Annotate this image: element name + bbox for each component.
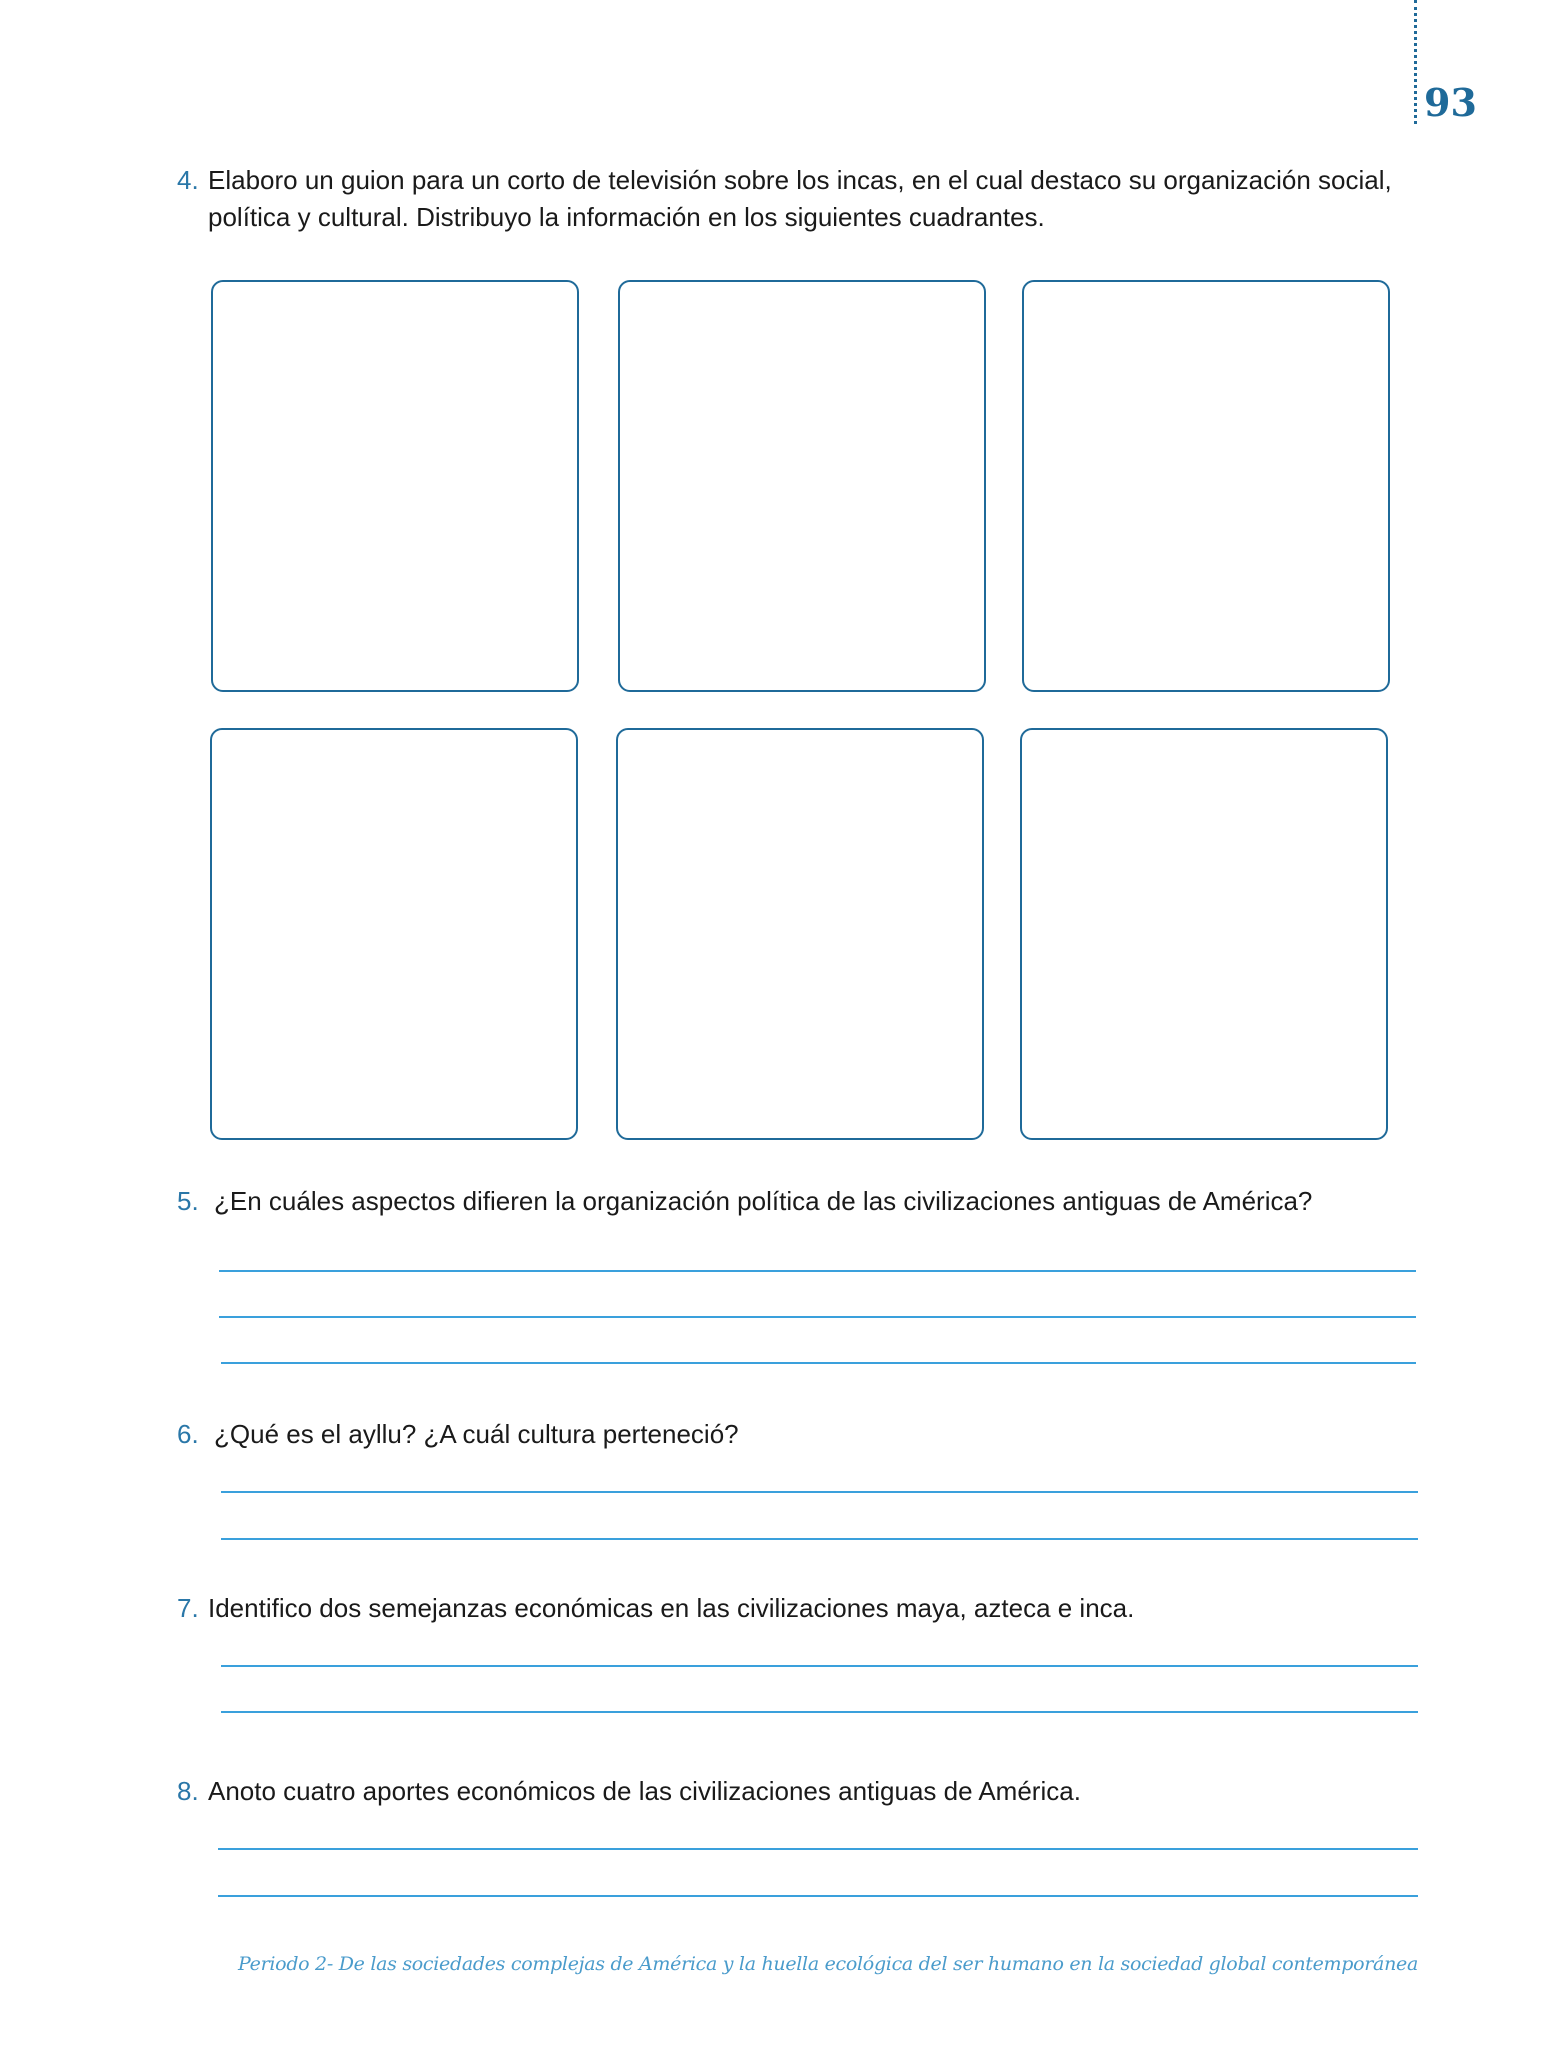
answer-quadrant-4[interactable] — [210, 728, 578, 1140]
question-number: 4. — [177, 165, 199, 195]
answer-quadrant-5[interactable] — [616, 728, 984, 1140]
question-number: 5. — [177, 1186, 199, 1216]
answer-quadrant-6[interactable] — [1020, 728, 1388, 1140]
answer-line[interactable] — [221, 1362, 1416, 1364]
question-number: 6. — [177, 1419, 199, 1449]
answer-quadrant-2[interactable] — [618, 280, 986, 692]
answer-line[interactable] — [221, 1491, 1418, 1493]
question-7 — [177, 1590, 1417, 1627]
page-footer: Periodo 2- De las sociedades complejas de América y la huella ecológica del ser humano en la sociedad global contemporánea — [238, 1953, 1418, 1975]
question-4 — [177, 162, 1417, 236]
answer-line[interactable] — [221, 1711, 1418, 1713]
question-text: Elaboro un guion para un corto de televisión sobre los incas, en el cual destaco su organización social, política y cultural. Distribuyo la información en los siguientes cuadrantes. — [208, 165, 1392, 232]
question-text: Anoto cuatro aportes económicos de las civilizaciones antiguas de América. — [208, 1776, 1081, 1806]
answer-line[interactable] — [221, 1665, 1418, 1667]
answer-line[interactable] — [219, 1270, 1416, 1272]
answer-quadrant-3[interactable] — [1022, 280, 1390, 692]
question-5 — [177, 1183, 1437, 1220]
answer-quadrant-1[interactable] — [211, 280, 579, 692]
answer-line[interactable] — [218, 1895, 1418, 1897]
question-6 — [177, 1416, 1417, 1453]
question-8 — [177, 1773, 1417, 1810]
answer-line[interactable] — [219, 1316, 1416, 1318]
page-number: 93 — [1424, 80, 1477, 125]
question-text: ¿Qué es el ayllu? ¿A cuál cultura perteneció? — [214, 1419, 739, 1449]
question-text: Identifico dos semejanzas económicas en las civilizaciones maya, azteca e inca. — [208, 1593, 1135, 1623]
answer-line[interactable] — [218, 1848, 1418, 1850]
question-number: 8. — [177, 1776, 199, 1806]
question-number: 7. — [177, 1593, 199, 1623]
margin-dotted-rule — [1414, 0, 1417, 124]
question-text: ¿En cuáles aspectos difieren la organización política de las civilizaciones antiguas de América? — [214, 1186, 1313, 1216]
answer-line[interactable] — [221, 1538, 1418, 1540]
